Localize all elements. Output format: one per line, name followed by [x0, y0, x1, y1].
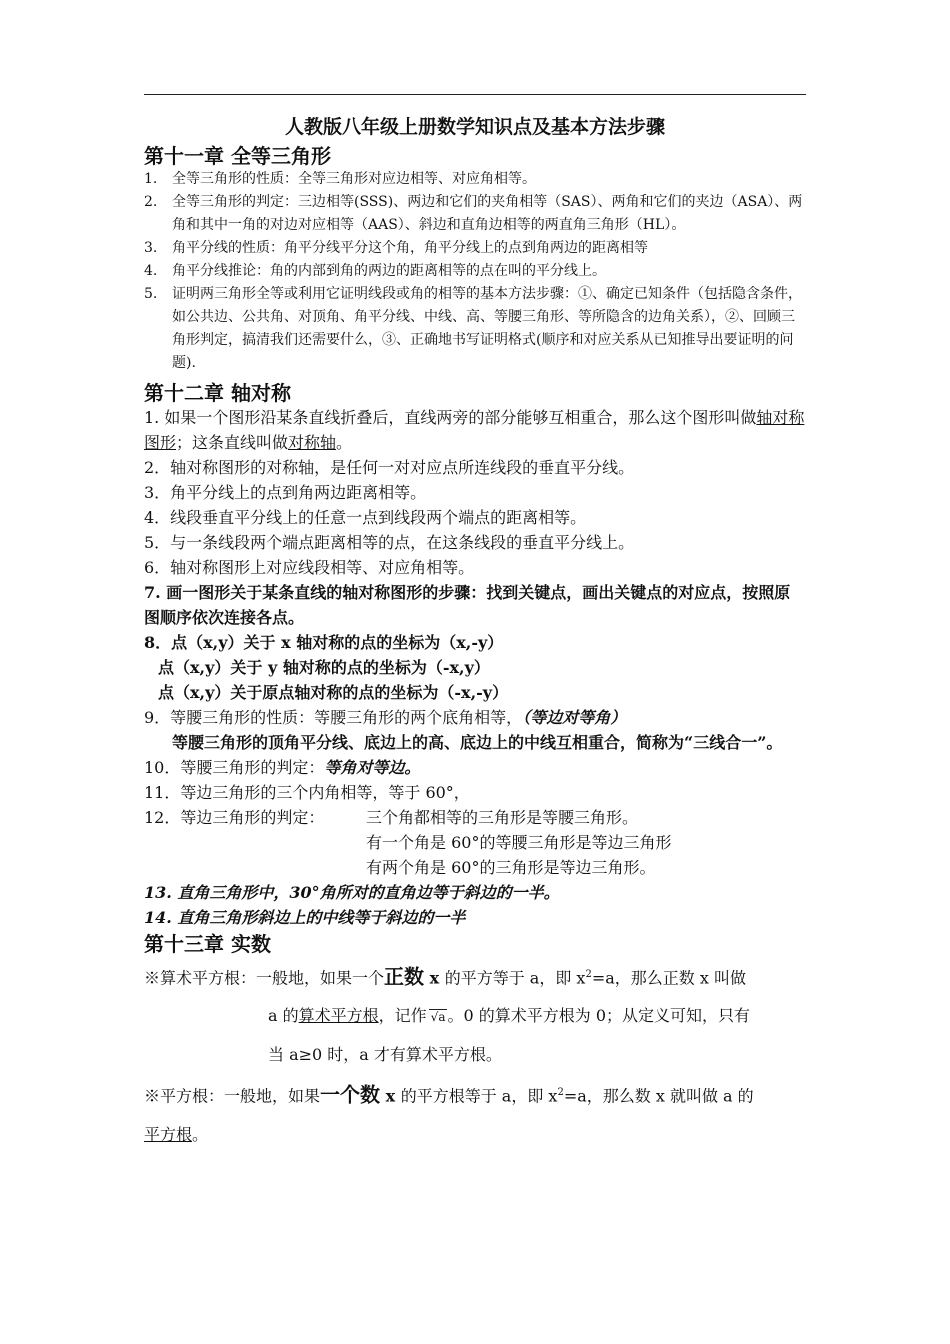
item-8c: 点（x,y）关于原点轴对称的点的坐标为（-x,-y） [158, 683, 509, 702]
item-4: 4．线段垂直平分线上的任意一点到线段两个端点的距离相等。 [144, 508, 587, 527]
item-1: 1. 如果一个图形沿某条直线折叠后，直线两旁的部分能够互相重合，那么这个图形叫做轴对称图形；这条直线叫做对称轴。 [144, 408, 805, 452]
item-9: 9．等腰三角形的性质：等腰三角形的两个底角相等，（等边对等角） [144, 708, 627, 727]
item-8a: 8．点（x,y）关于 x 轴对称的点的坐标为（x,-y） [144, 633, 504, 652]
list-item: 3. 角平分线的性质：角平分线平分这个角，角平分线上的点到角两边的距离相等 [144, 240, 648, 256]
chapter-11-heading: 第十一章 全等三角形 [144, 144, 331, 168]
item-3: 3．角平分线上的点到角两边距离相等。 [144, 483, 427, 502]
chapter-12-heading: 第十二章 轴对称 [144, 381, 291, 405]
item-9-note: 等腰三角形的顶角平分线、底边上的高、底边上的中线互相重合，简称为“三线合一”。 [172, 733, 783, 752]
chapter-13-heading: 第十三章 实数 [144, 932, 271, 956]
item-12: 12．等边三角形的判定： 三个角都相等的三角形是等腰三角形。 [144, 808, 639, 827]
list-item: 4. 角平分线推论：角的内部到角的两边的距离相等的点在叫的平分线上。 [144, 263, 606, 279]
item-12-line3: 有两个角是 60°的三角形是等边三角形。 [366, 858, 656, 877]
list-item: 2. 全等三角形的判定：三边相等(SSS)、两边和它们的夹角相等（SAS）、两角和它们的夹边（ASA）、两角和其中一角的对边对应相等（AAS）、斜边和直角边相等的两直角三角形（HL）。 [144, 194, 803, 233]
chapter-12-content [144, 405, 806, 930]
item-13: 13. 直角三角形中，30°角所对的直角边等于斜边的一半。 [144, 883, 560, 902]
item-8b: 点（x,y）关于 y 轴对称的点的坐标为（-x,y） [158, 658, 490, 677]
item-2: 2．轴对称图形的对称轴，是任何一对对应点所连线段的垂直平分线。 [144, 458, 635, 477]
header-rule [144, 94, 806, 95]
list-item: 5. 证明两三角形全等或利用它证明线段或角的相等的基本方法步骤：①、确定已知条件（包括隐含条件，如公共边、公共角、对顶角、角平分线、中线、高、等腰三角形、等所隐含的边角关系），②、回顾三角形判定，搞清我们还需要什么，③、正确地书写证明格式(顺序和对应关系从已知推导出要证明的问题). [144, 286, 802, 371]
sqrt-symbol: √a [430, 1010, 446, 1025]
item-11: 11．等边三角形的三个内角相等，等于 60°， [144, 783, 470, 802]
item-5: 5．与一条线段两个端点距离相等的点，在这条线段的垂直平分线上。 [144, 533, 635, 552]
item-12-line2: 有一个角是 60°的等腰三角形是等边三角形 [366, 833, 672, 852]
item-14: 14. 直角三角形斜边上的中线等于斜边的一半 [144, 908, 466, 927]
square-root-definition: ※平方根：一般地，如果一个数 x 的平方根等于 a，即 $x^2=a$，那么数 x 就叫做 a 的 平方根。 [144, 1082, 754, 1144]
item-7: 7. 画一图形关于某条直线的轴对称图形的步骤：找到关键点，画出关键点的对应点，按照原图顺序依次连接各点。 [144, 583, 791, 627]
list-item: 1. 全等三角形的性质：全等三角形对应边相等、对应角相等。 [144, 171, 536, 187]
item-6: 6．轴对称图形上对应线段相等、对应角相等。 [144, 558, 475, 577]
chapter-13-content [144, 956, 806, 1154]
document-body [144, 112, 806, 1154]
document-title: 人教版八年级上册数学知识点及基本方法步骤 [284, 116, 665, 138]
arithmetic-root-definition: ※算术平方根：一般地，如果一个正数 x 的平方等于 a，即 $x^2=a$，那么正数 x 叫做 a 的算术平方根，记作 √a 。0 的算术平方根为 0；从定义可知，只有 当 a≥0 时，a 才有算术平方根。 [144, 964, 751, 1065]
chapter-11-list [144, 168, 806, 375]
item-10: 10．等腰三角形的判定：等角对等边。 [144, 758, 421, 777]
